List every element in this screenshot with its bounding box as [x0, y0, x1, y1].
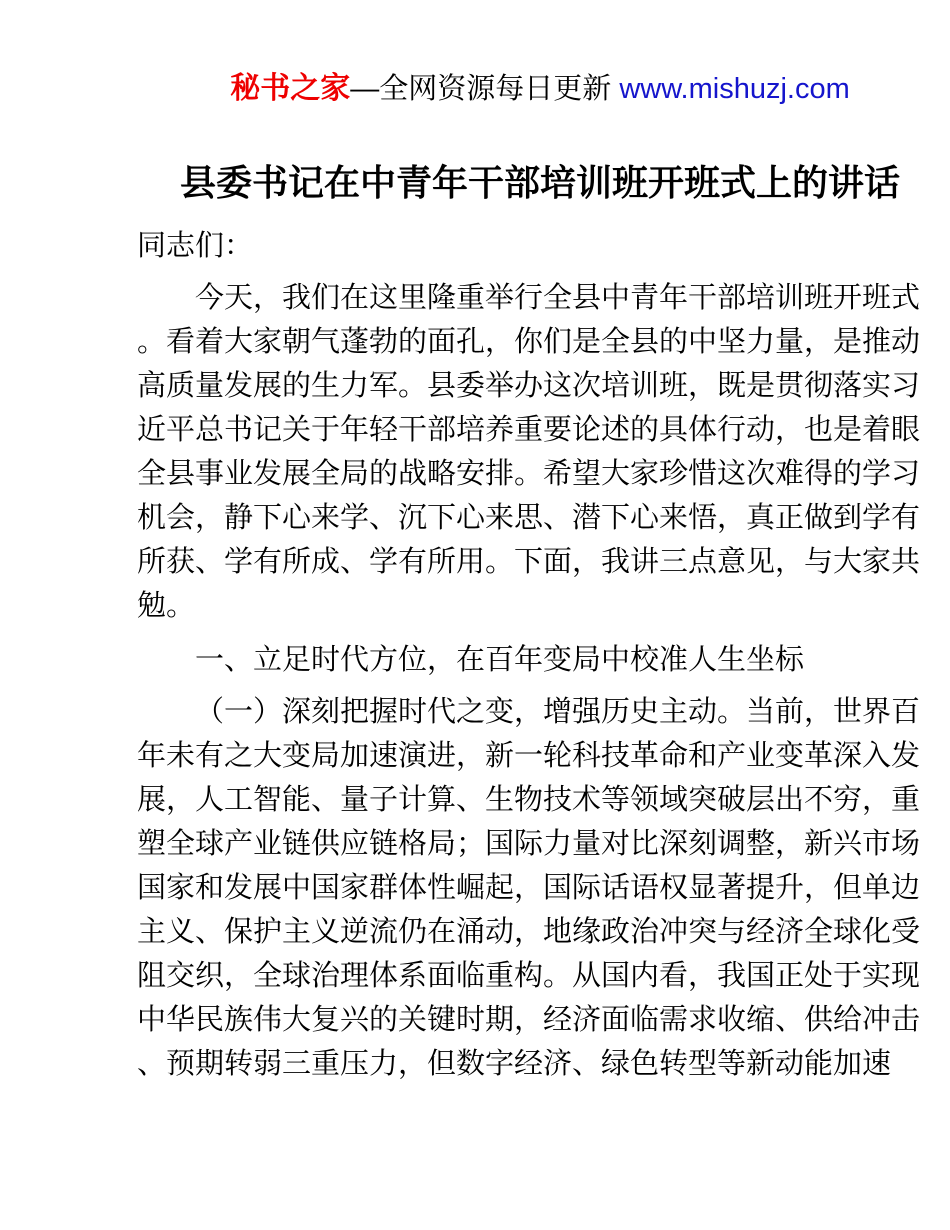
site-header [137, 70, 943, 108]
site-tagline: 全网资源每日更新 [379, 73, 612, 105]
paragraph-section-1-1: （一）深刻把握时代之变，增强历史主动。当前，世界百年未有之大变局加速演进，新一轮科技革命和产业变革深入发展，人工智能、量子计算、生物技术等领域突破层出不穷，重塑全球产业链供应链格局；国际力量对比深刻调整，新兴市场国家和发展中国家群体性崛起，国际话语权显著提升，但单边主义、保护主义逆流仍在涌动，地缘政治冲突与经济全球化受阻交织，全球治理体系面临重构。从国内看，我国正处于实现中华民族伟大复兴的关键时期，经济面临需求收缩、供给冲击、预期转弱三重压力，但数字经济、绿色转型等新动能加速 [137, 696, 921, 1080]
em-dash: — [350, 73, 380, 105]
document-title: 县委书记在中青年干部培训班开班式上的讲话 [179, 162, 900, 203]
document-content [137, 70, 943, 1086]
paragraph-opening: 今天，我们在这里隆重举行全县中青年干部培训班开班式。看着大家朝气蓬勃的面孔，你们是全县的中坚力量，是推动高质量发展的生力军。县委举办这次培训班，既是贯彻落实习近平总书记关于年轻干部培养重要论述的具体行动，也是着眼全县事业发展全局的战略安排。希望大家珍惜这次难得的学习机会，静下心来学、沉下心来思、潜下心来悟，真正做到学有所获、学有所成、学有所用。下面，我讲三点意见，与大家共勉。 [137, 282, 921, 622]
salutation: 同志们： [137, 230, 254, 262]
site-url-link[interactable]: www.mishuzj.com [619, 73, 850, 105]
section-heading-1: 一、立足时代方位，在百年变局中校准人生坐标 [195, 644, 805, 676]
site-brand-text: 秘书之家 [230, 72, 351, 105]
